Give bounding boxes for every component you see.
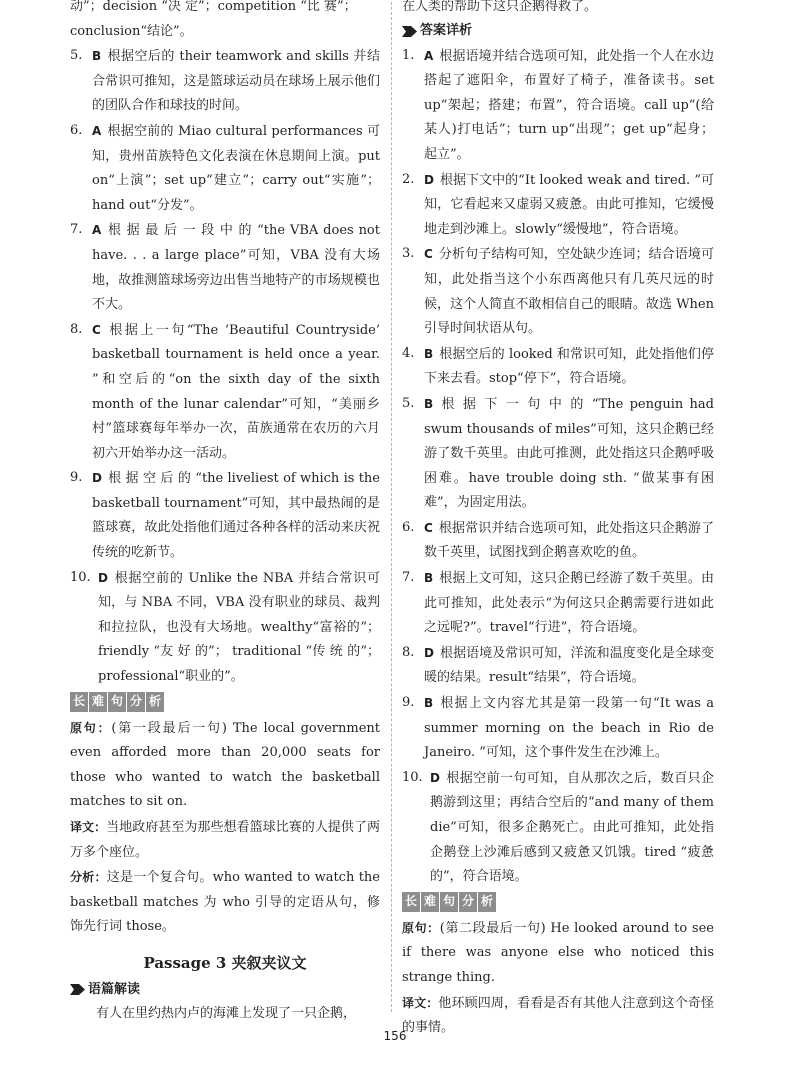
long-sentence-analysis-tag: 长 难 句 分 析 (70, 692, 380, 714)
analysis-label: 原句： (70, 720, 112, 735)
answer-key: D (424, 172, 434, 187)
answer-text: 根据空后的 looked 和常识可知，此处指他们停下来去看。stop“停下”，符合语境。 (424, 346, 714, 387)
answer-key: D (98, 570, 108, 585)
item-number: 7. (402, 570, 415, 586)
analysis-translation: 译文：他环顾四周，看看是否有其他人注意到这个奇怪的事情。 (402, 995, 714, 1036)
answer-key: C (92, 322, 101, 337)
right-top-line: 在人类的帮助下这只企鹅得救了。 (402, 0, 598, 14)
answer-text: 根据语境并结合选项可知，此处指一个人在水边搭起了遮阳伞，布置好了椅子，准备读书。set up“架起；搭建；布置”，符合语境。call up“(给某人)打电话”；turn up“出现”；get up“起身；起立”。 (424, 48, 714, 162)
answer-key: B (424, 696, 434, 711)
item-number: 7. (70, 222, 83, 238)
item-number: 10. (402, 769, 423, 785)
section-heading-reading: 语篇解读 (70, 978, 380, 1002)
answer-text: 根据空前一句可知，自从那次之后，数百只企鹅游到这里；再结合空后的“and many of them die”可知，很多企鹅死亡。由此可推知，此处指企鹅登上沙滩后感到又疲惫又饥饿。tired “疲惫的”，符合语境。 (430, 770, 714, 885)
answer-text: 根据下文中的“It looked weak and tired. ”可知，它看起来又虚弱又疲惫。由此可推知，它缓慢地走到沙滩上。slowly“缓慢地”，符合语境。 (424, 172, 714, 237)
page-number: 156 (383, 1029, 407, 1043)
analysis-original: 原句：(第二段最后一句) He looked around to see if there was anyone else who noticed this strange thing. (402, 920, 714, 985)
item-number: 4. (402, 345, 415, 361)
arrow-marker-icon (402, 26, 417, 37)
answer-item (70, 318, 380, 467)
answer-text: 分析句子结构可知，空处缺少连词；结合语境可知，此处指当这个小东西离他只有几英尺远的时候，这个人简直不敢相信自己的眼睛。故选 When 引导时间状语从句。 (424, 247, 714, 337)
analysis-label: 原句： (402, 920, 440, 935)
item-number: 9. (70, 470, 83, 486)
answer-item (402, 168, 714, 243)
answer-text: 根据空前的 Miao cultural performances 可知，贵州苗族特色文化表演在休息期间上演。put on“上演”；set up“建立”；carry out“实施”；hand out“分发”。 (92, 123, 380, 213)
answer-item (402, 342, 714, 392)
item-number: 1. (402, 47, 415, 63)
passage-title: Passage 3 夹叙夹议文 (143, 953, 307, 972)
answer-key: B (424, 396, 434, 411)
item-number: 9. (402, 695, 415, 711)
answer-text: 根 据 最 后 一 段 中 的 “the VBA does not have. . . a large place”可知，VBA 没有大场地，故推测篮球场旁边出售当地特产的市场规模也不大。 (92, 223, 380, 313)
item-number: 8. (70, 321, 83, 337)
answer-item (70, 119, 380, 218)
right-column (402, 0, 714, 1041)
answer-item (402, 766, 714, 890)
answer-key: D (424, 645, 434, 660)
answer-text: 根据上文内容尤其是第一段第一句“It was a summer morning on the beach in Rio de Janeiro. ”可知，这个事件发生在沙滩上。 (424, 696, 714, 761)
arrow-marker-icon (70, 984, 85, 995)
item-number: 3. (402, 246, 415, 262)
answer-text: 根据上一句“The ‘Beautiful Countryside’ basketball tournament is held once a year. ”和空后的“on the sixth day of the sixth month of the lunar calendar”可知，“美丽乡村”篮球赛每年举办一次，苗族通常在农历的六月初六开始举办这一活动。 (92, 322, 380, 461)
left-column (70, 0, 380, 1027)
answer-text: 根 据 空 后 的 “the liveliest of which is the basketball tournament”可知，其中最热闹的是篮球赛，故此处指他们通过各种各样的活动来庆祝传统的吃新节。 (92, 471, 380, 561)
answer-key: B (424, 571, 434, 586)
answer-key: A (92, 123, 102, 138)
answer-key: C (424, 520, 433, 535)
answer-item (70, 44, 380, 119)
item-number: 8. (402, 644, 415, 660)
answer-key: D (430, 770, 440, 785)
left-top-line-1: 动”；decision “决 定”；competition “比 赛”； (70, 0, 357, 14)
item-number: 5. (402, 395, 415, 411)
answer-item (402, 44, 714, 168)
answer-item (402, 566, 714, 641)
answer-key: D (92, 471, 102, 486)
analysis-label: 分析： (70, 870, 107, 885)
long-sentence-analysis-tag: 长 难 句 分 析 (402, 892, 714, 914)
item-number: 6. (70, 122, 83, 138)
answer-item (402, 516, 714, 566)
answer-text: 根据空后的 their teamwork and skills 并结合常识可推知，这是篮球运动员在球场上展示他们的团队合作和球技的时间。 (92, 49, 380, 114)
item-number: 5. (70, 48, 83, 64)
analysis-explanation: 分析：这是一个复合句。who wanted to watch the basketball matches 为 who 引导的定语从句，修饰先行词 those。 (70, 870, 380, 935)
answer-item (402, 242, 714, 341)
item-number: 6. (402, 519, 415, 535)
answer-item (70, 218, 380, 317)
answer-key: B (92, 49, 102, 64)
answer-item (70, 566, 380, 690)
reading-summary: 有人在里约热内卢的海滩上发现了一只企鹅， (96, 1005, 357, 1021)
answer-item (402, 641, 714, 691)
analysis-label: 译文： (70, 820, 107, 834)
answer-text: 根据上文可知，这只企鹅已经游了数千英里。由此可推知，此处表示“为何这只企鹅需要行进如此之远呢?”。travel“行进”，符合语境。 (424, 571, 714, 636)
item-number: 10. (70, 569, 91, 585)
answer-item (70, 466, 380, 565)
answer-key: B (424, 346, 434, 361)
left-top-line-2: conclusion“结论”。 (70, 23, 193, 39)
answer-key: A (92, 223, 102, 238)
answer-text: 根据常识并结合选项可知，此处指这只企鹅游了数千英里，试图找到企鹅喜欢吃的鱼。 (424, 520, 714, 561)
analysis-label: 译文： (402, 995, 439, 1010)
section-heading-answers: 答案详析 (402, 20, 714, 44)
column-divider (391, 2, 392, 1012)
analysis-original: 原句：(第一段最后一句) The local government even afforded more than 20,000 seats for those who wanted to watch the basketball matches to sit on. (70, 720, 380, 810)
answer-key: A (424, 48, 434, 63)
analysis-translation: 译文：当地政府甚至为那些想看篮球比赛的人提供了两万多个座位。 (70, 820, 380, 860)
answer-item (402, 691, 714, 766)
item-number: 2. (402, 171, 415, 187)
answer-item (402, 392, 714, 516)
answer-text: 根据空前的 Unlike the NBA 并结合常识可知，与 NBA 不同，VBA 没有职业的球员、裁判和拉拉队，也没有大场地。wealthy“富裕的”；friendly “友 好 的”； traditional “传 统 的”；professional“职业的”。 (98, 570, 380, 685)
answer-text: 根据语境及常识可知，洋流和温度变化是全球变暖的结果。result“结果”，符合语境。 (424, 645, 714, 686)
answer-key: C (424, 247, 433, 262)
answer-text: 根 据 下 一 句 中 的 “The penguin had swum thousands of miles”可知，这只企鹅已经游了数千英里。由此可推测，此处指这只企鹅呼吸困难。have trouble doing sth. “做某事有困难”，为固定用法。 (424, 396, 714, 511)
